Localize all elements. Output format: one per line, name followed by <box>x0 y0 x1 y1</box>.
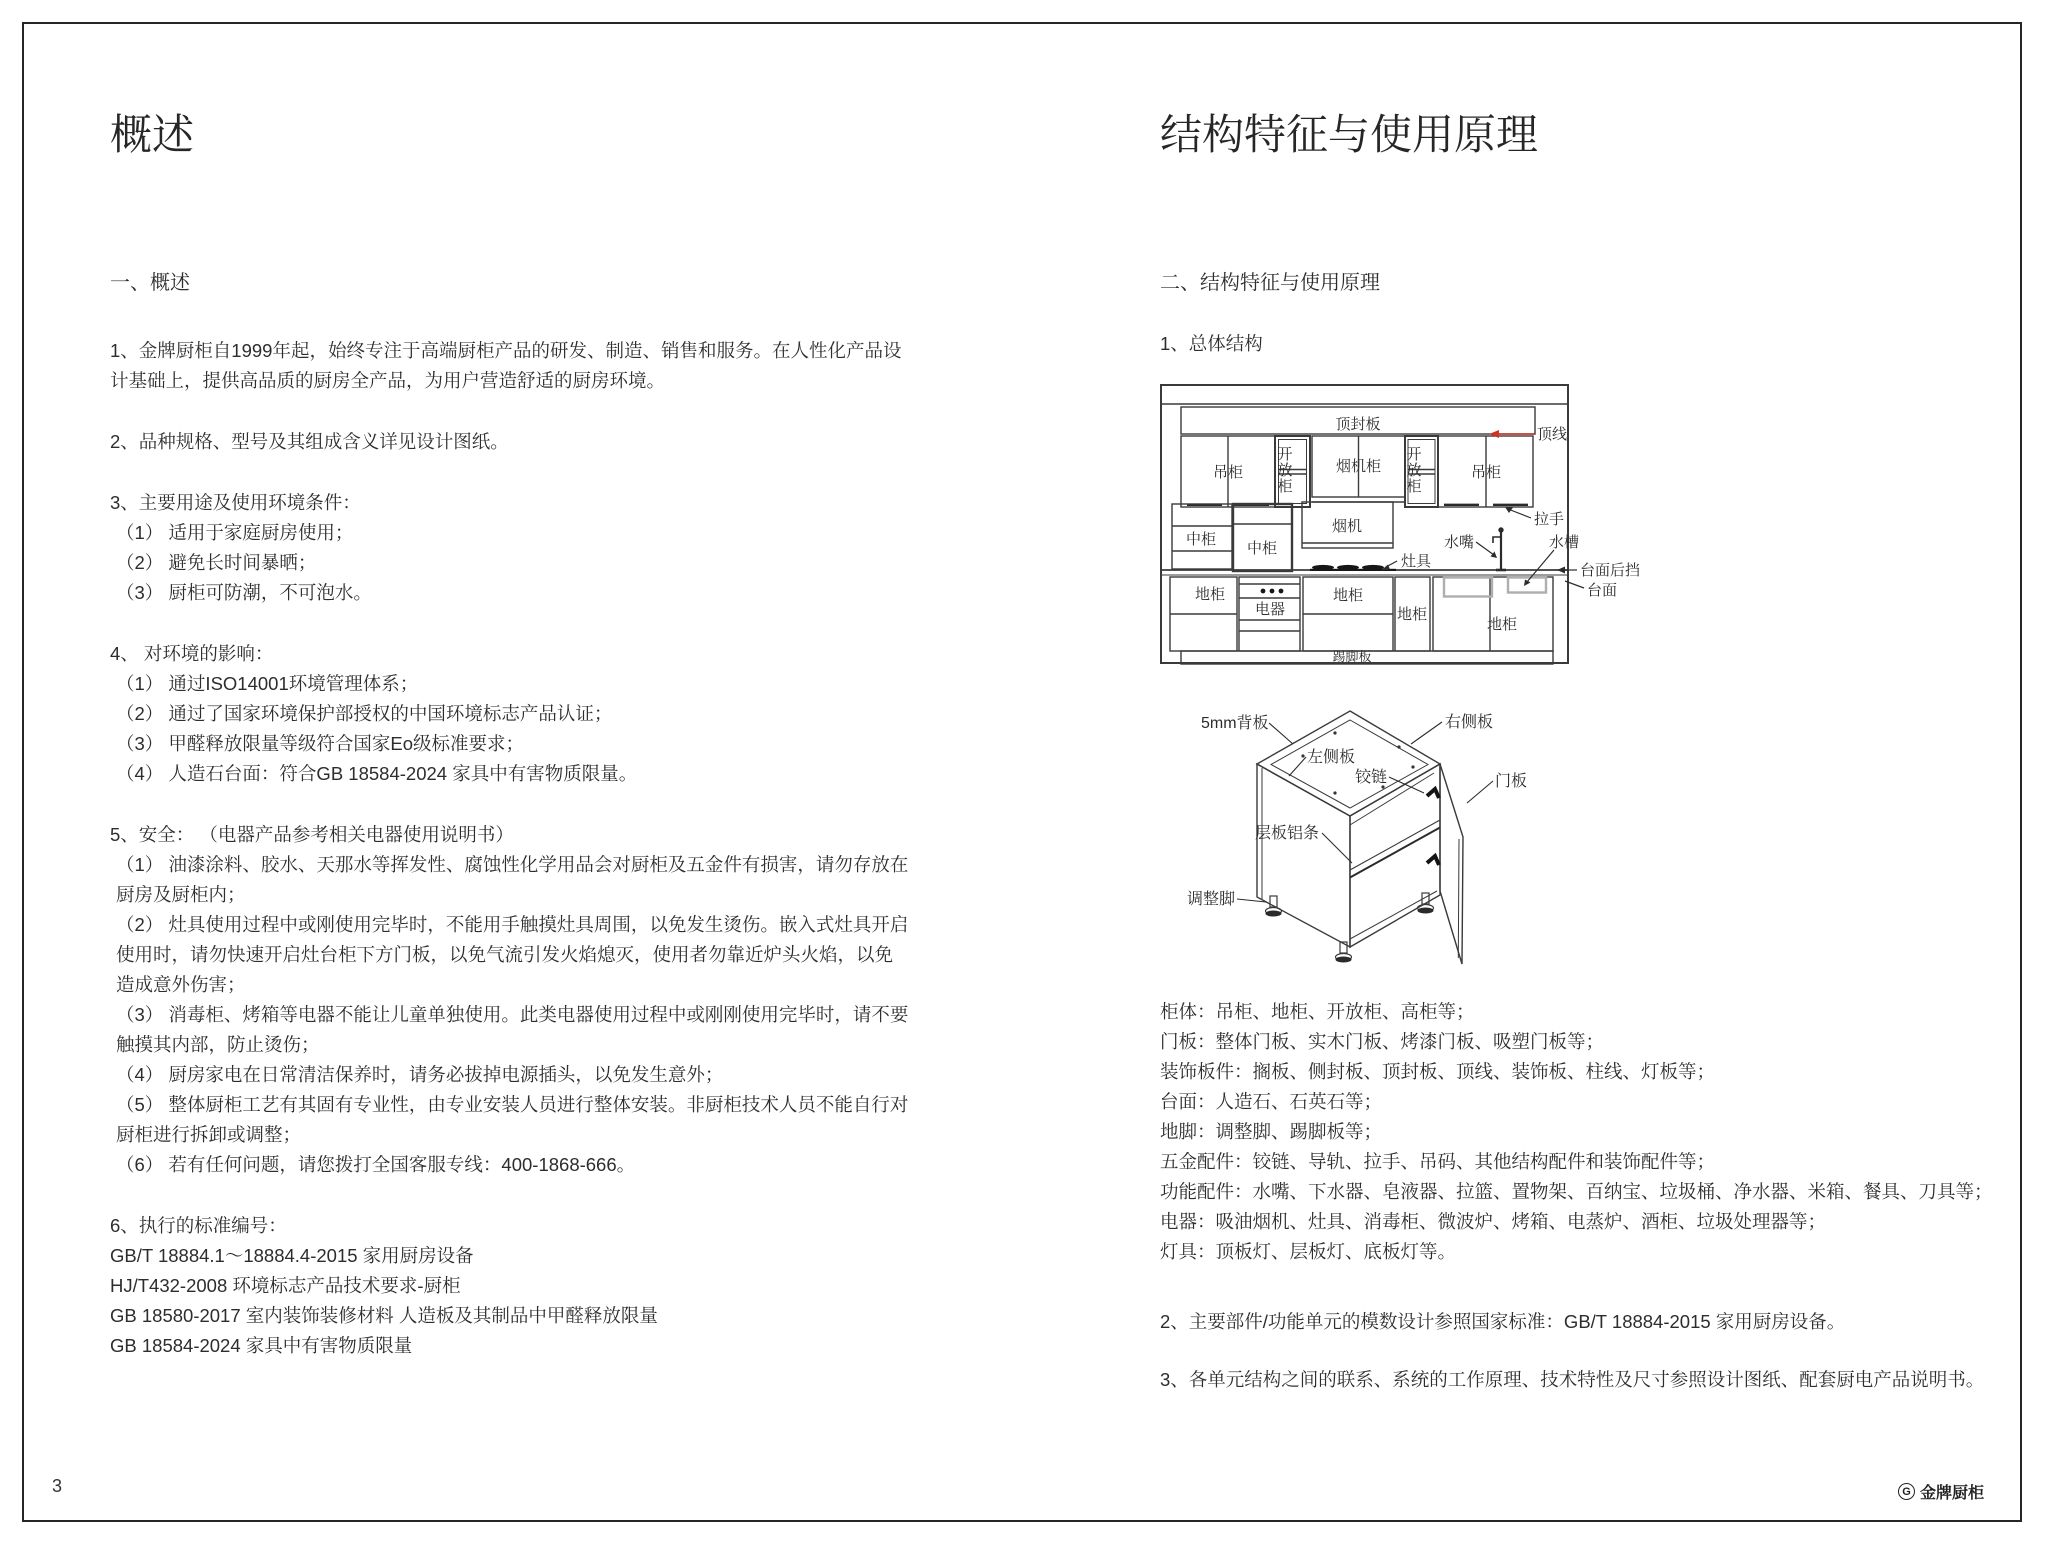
label-wall-cabinet: 吊柜 <box>1212 464 1244 481</box>
label-open-cabinet: 开放柜 <box>1404 446 1422 494</box>
label-handle: 拉手 <box>1534 511 1565 528</box>
paragraph: 6、执行的标准编号： <box>110 1215 287 1236</box>
label-base-cabinet: 地柜 <box>1332 587 1364 604</box>
paragraph: （4） 人造石台面：符合GB 18584-2024 家具中有害物质限量。 <box>116 763 638 784</box>
label-backsplash: 台面后挡 <box>1580 562 1641 579</box>
label-base-cabinet: 地柜 <box>1396 606 1428 623</box>
list-item: 地脚：调整脚、踢脚板等； <box>1160 1121 1383 1142</box>
section-heading: 二、结构特征与使用原理 <box>1160 272 1380 294</box>
paragraph: 3、各单元结构之间的联系、系统的工作原理、技术特性及尺寸参照设计图纸、配套厨电产品说明书。 <box>1160 1369 1985 1390</box>
list-item: 柜体：吊柜、地柜、开放柜、高柜等； <box>1160 1001 1475 1022</box>
faucet-drawing <box>1493 528 1506 570</box>
structure-column <box>1160 112 2000 1395</box>
paragraph: （1） 适用于家庭厨房使用； <box>116 522 354 543</box>
top-line-arrow <box>1489 430 1534 438</box>
logo-g-icon: G <box>1898 1483 1915 1500</box>
label-mid-cabinet: 中柜 <box>1185 531 1217 548</box>
label-base-cabinet: 地柜 <box>1194 586 1226 603</box>
list-item: 门板：整体门板、实木门板、烤漆门板、吸塑门板等； <box>1160 1031 1605 1052</box>
label-base-cabinet: 地柜 <box>1486 616 1518 633</box>
list-item: 电器：吸油烟机、灶具、消毒柜、微波炉、烤箱、电蒸炉、酒柜、垃圾处理器等； <box>1160 1211 1827 1232</box>
kitchen-elevation-diagram <box>1160 384 1670 669</box>
label-top-line: 顶线 <box>1537 426 1568 443</box>
label-countertop: 台面 <box>1587 582 1618 599</box>
paragraph: （6） 若有任何问题，请您拨打全国客服专线：400-1868-666。 <box>116 1154 636 1175</box>
paragraph: （4） 厨房家电在日常清洁保养时，请务必拔掉电源插头，以免发生意外； <box>116 1064 724 1085</box>
page-title: 结构特征与使用原理 <box>1160 111 1539 158</box>
label-open-cabinet: 开放柜 <box>1275 446 1293 494</box>
list-item: 台面：人造石、石英石等； <box>1160 1091 1383 1112</box>
paragraph: （2） 避免长时间暴晒； <box>116 552 317 573</box>
label-feet: 调整脚 <box>1187 891 1236 908</box>
paragraph: （3） 厨柜可防潮，不可泡水。 <box>116 582 372 603</box>
label-wall-cabinet: 吊柜 <box>1470 464 1502 481</box>
list-item: 灯具：顶板灯、层板灯、底板灯等。 <box>1160 1241 1457 1262</box>
label-hinge: 铰链 <box>1355 769 1388 786</box>
page-number: 3 <box>52 1476 63 1496</box>
paragraph: （3） 甲醛释放限量等级符合国家Eo级标准要求； <box>116 733 525 754</box>
paragraph: 2、品种规格、型号及其组成含义详见设计图纸。 <box>110 431 509 452</box>
sink-bowls <box>1444 578 1546 597</box>
list-item: 功能配件：水嘴、下水器、皂液器、拉篮、置物架、百纳宝、垃圾桶、净水器、米箱、餐具、刀具等； <box>1160 1181 1993 1202</box>
label-right-panel: 右侧板 <box>1445 714 1494 731</box>
brand-logo <box>1898 1480 1984 1503</box>
label-door-panel: 门板 <box>1495 773 1528 790</box>
component-list <box>1160 997 2000 1267</box>
list-item: 五金配件：铰链、导轨、拉手、吊码、其他结构配件和装饰配件等； <box>1160 1151 1716 1172</box>
label-shelf-strip: 层板铝条 <box>1255 825 1320 842</box>
sub-heading: 1、总体结构 <box>1160 333 1263 354</box>
logo-text: 金牌厨柜 <box>1919 1485 1984 1502</box>
label-appliance: 电器 <box>1254 601 1286 618</box>
standard-line: GB 18584-2024 家具中有害物质限量 <box>110 1335 413 1356</box>
paragraph: （3） 消毒柜、烤箱等电器不能让儿童单独使用。此类电器使用过程中或刚刚使用完毕时，请不要触摸其内部，防止烫伤； <box>116 1004 909 1055</box>
label-hood-cabinet: 烟机柜 <box>1335 458 1382 475</box>
label-hood: 烟机 <box>1331 518 1363 535</box>
label-kickboard: 踢脚板 <box>1332 649 1372 664</box>
standard-line: GB 18580-2017 室内装饰装修材料 人造板及其制品中甲醛释放限量 <box>110 1305 658 1326</box>
label-cooktop: 灶具 <box>1401 553 1432 570</box>
page-title: 概述 <box>110 111 195 158</box>
paragraph: 4、 对环境的影响： <box>110 643 274 664</box>
label-faucet: 水嘴 <box>1444 534 1475 551</box>
paragraph: 2、主要部件/功能单元的模数设计参照国家标准：GB/T 18884-2015 家用厨房设备。 <box>1160 1311 1846 1332</box>
standard-line: HJ/T432-2008 环境标志产品技术要求-厨柜 <box>110 1275 461 1296</box>
paragraph: （2） 灶具使用过程中或刚使用完毕时，不能用手触摸灶具周围，以免发生烫伤。嵌入式灶具开启使用时，请勿快速开启灶台柜下方门板，以免气流引发火焰熄灭，使用者勿靠近炉头火焰，以免造成意外伤害； <box>116 914 909 995</box>
label-top-board: 顶封板 <box>1335 416 1381 433</box>
label-mid-cabinet: 中柜 <box>1246 540 1278 557</box>
paragraph: （1） 通过ISO14001环境管理体系； <box>116 673 419 694</box>
paragraph: （5） 整体厨柜工艺有其固有专业性，由专业安装人员进行整体安装。非厨柜技术人员不能自行对厨柜进行拆卸或调整； <box>116 1094 909 1145</box>
paragraph: 1、金牌厨柜自1999年起，始终专注于高端厨柜产品的研发、制造、销售和服务。在人性化产品设计基础上，提供高品质的厨房全产品，为用户营造舒适的厨房环境。 <box>110 340 902 391</box>
label-back-panel: 5mm背板 <box>1201 715 1269 732</box>
label-left-panel: 左侧板 <box>1307 749 1356 766</box>
label-sink: 水槽 <box>1549 534 1580 551</box>
standard-line: GB/T 18884.1～18884.4-2015 家用厨房设备 <box>110 1245 474 1266</box>
list-item: 装饰板件：搁板、侧封板、顶封板、顶线、装饰板、柱线、灯板等； <box>1160 1061 1716 1082</box>
section-heading: 一、概述 <box>110 272 190 294</box>
cabinet-3d-diagram <box>1185 699 1655 989</box>
paragraph: （2） 通过了国家环境保护部授权的中国环境标志产品认证； <box>116 703 613 724</box>
overview-column <box>110 112 910 1361</box>
paragraph: 3、主要用途及使用环境条件： <box>110 492 361 513</box>
hinge-marks <box>1427 789 1439 865</box>
paragraph: （1） 油漆涂料、胶水、天那水等挥发性、腐蚀性化学用品会对厨柜及五金件有损害，请勿存放在厨房及厨柜内； <box>116 854 909 905</box>
paragraph: 5、安全： （电器产品参考相关电器使用说明书） <box>110 824 514 845</box>
